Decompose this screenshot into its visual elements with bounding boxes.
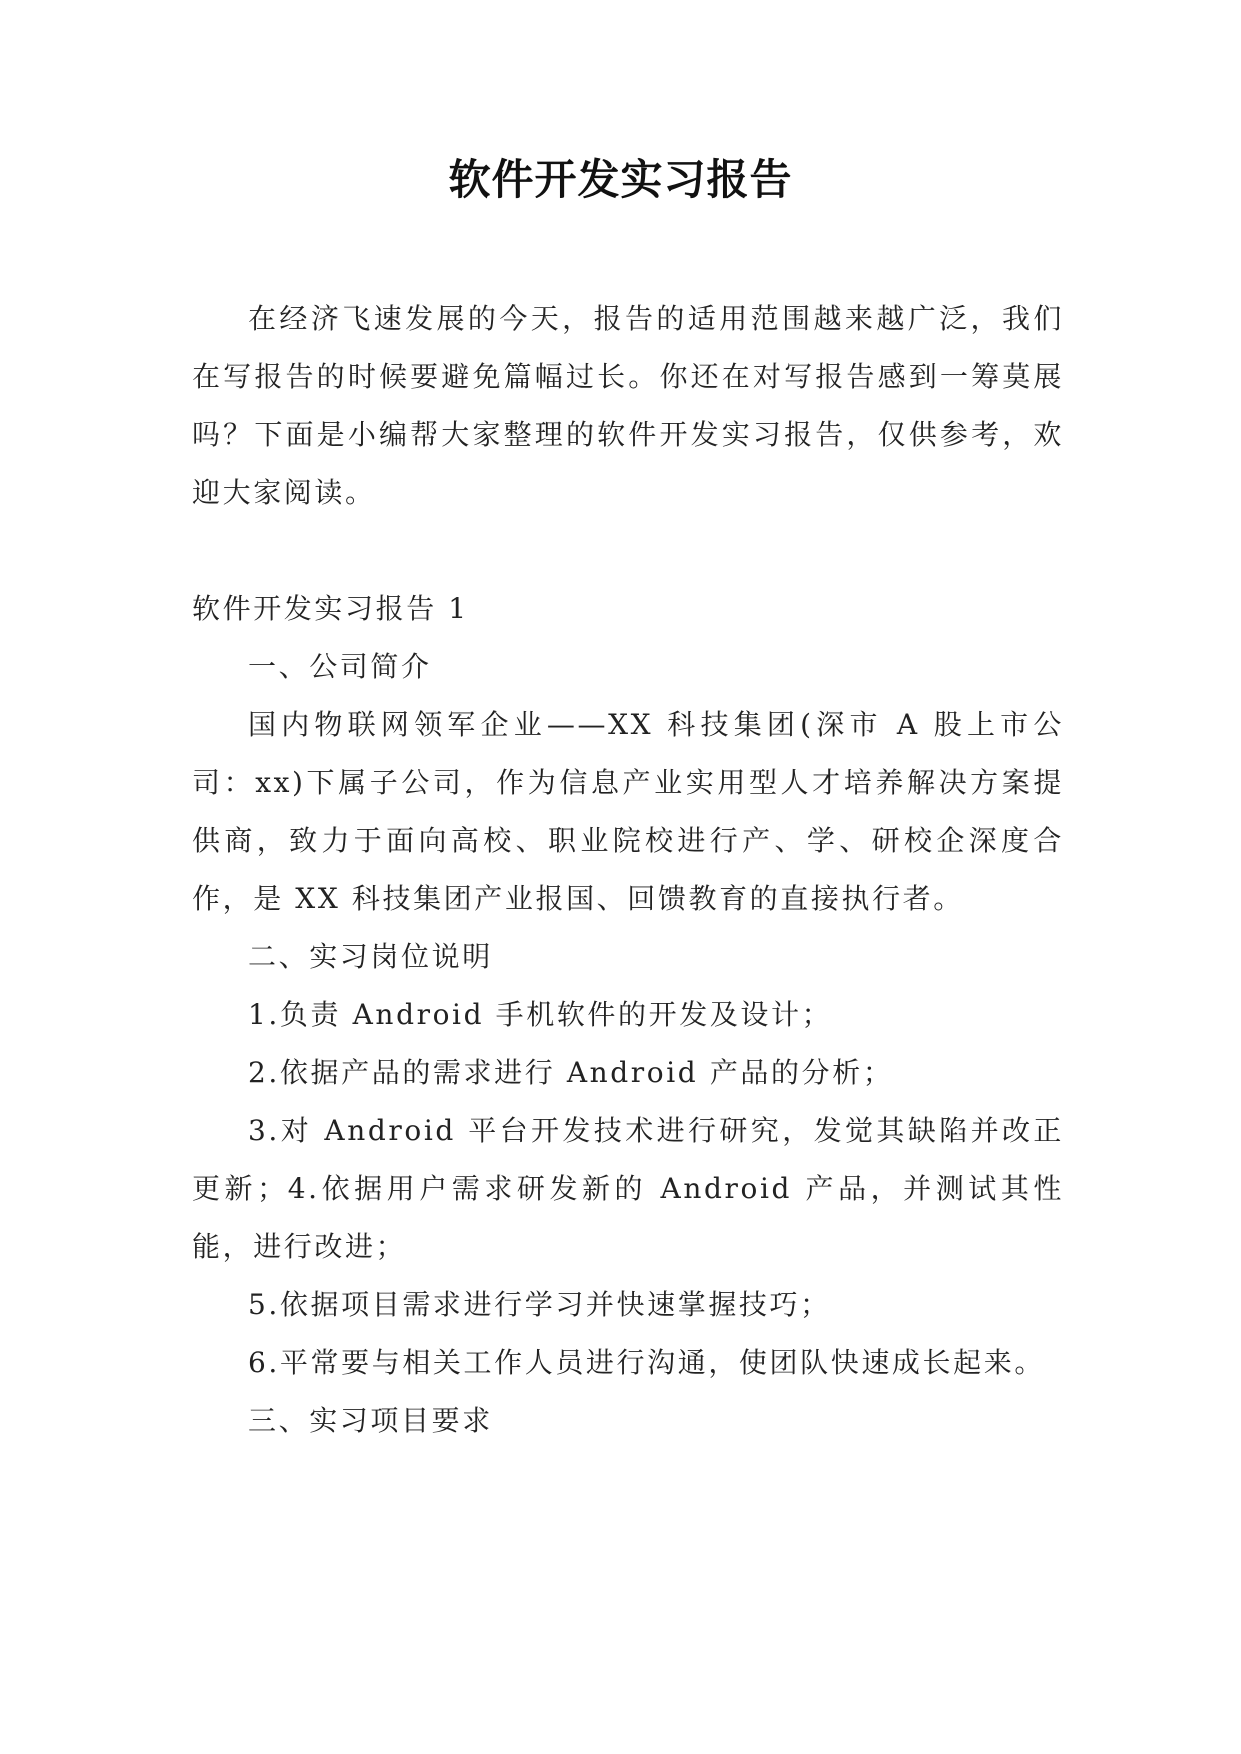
document-title: 软件开发实习报告 bbox=[448, 155, 793, 204]
section-title: 软件开发实习报告 1 bbox=[192, 592, 469, 625]
duty-item: 6.平常要与相关工作人员进行沟通，使团队快速成长起来。 bbox=[248, 1346, 1045, 1379]
heading-internship-position: 二、实习岗位说明 bbox=[248, 940, 493, 973]
document-body bbox=[192, 290, 1064, 1450]
duty-item: 1.负责 Android 手机软件的开发及设计； bbox=[248, 998, 833, 1031]
heading-project-requirements: 三、实习项目要求 bbox=[248, 1404, 493, 1437]
intro-paragraph: 在经济飞速发展的今天，报告的适用范围越来越广泛，我们在写报告的时候要避免篇幅过长。你还在对写报告感到一筹莫展吗？下面是小编帮大家整理的软件开发实习报告，仅供参考，欢迎大家阅读。 bbox=[192, 302, 1064, 509]
duty-item: 2.依据产品的需求进行 Android 产品的分析； bbox=[248, 1056, 894, 1089]
duty-item: 3.对 Android 平台开发技术进行研究，发觉其缺陷并改正更新；4.依据用户需求研发新的 Android 产品，并测试其性能，进行改进； bbox=[192, 1114, 1064, 1263]
company-intro-paragraph: 国内物联网领军企业——XX 科技集团(深市 A 股上市公司：xx)下属子公司，作为信息产业实用型人才培养解决方案提供商，致力于面向高校、职业院校进行产、学、研校企深度合作，是 XX 科技集团产业报国、回馈教育的直接执行者。 bbox=[192, 708, 1064, 915]
duty-item: 5.依据项目需求进行学习并快速掌握技巧； bbox=[248, 1288, 831, 1321]
heading-company-intro: 一、公司简介 bbox=[248, 650, 432, 683]
